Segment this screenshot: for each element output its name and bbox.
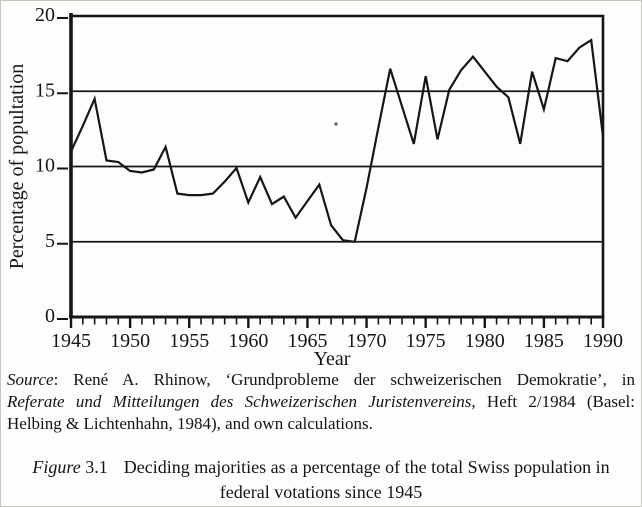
line-chart-svg — [1, 1, 642, 367]
caption-text-1: Deciding majorities as a percentage of the total Swiss population in — [123, 457, 610, 477]
y-tick-label: 10 — [35, 154, 55, 177]
source-text-2: , Heft 2/1984 (Basel: — [471, 392, 635, 411]
source-line-3: Helbing & Lichtenhahn, 1984), and own calculations. — [7, 414, 373, 433]
source-journal-title: Referate und Mitteilungen des Schweizerischen Juristenvereins — [7, 392, 472, 411]
x-tick-label: 1985 — [523, 330, 564, 352]
y-tick-label: 20 — [35, 4, 55, 26]
figure-caption — [1, 455, 641, 505]
source-line-1 — [7, 369, 635, 391]
data-line — [71, 40, 603, 242]
x-tick-label: 1950 — [110, 330, 151, 352]
x-tick-label: 1945 — [51, 330, 91, 352]
y-tick-label: 5 — [45, 229, 55, 252]
source-text-1: : René A. Rhinow, ‘Grundprobleme der schweizerischen Demokratie’, in — [53, 370, 635, 389]
y-tick-label: 15 — [35, 79, 55, 102]
y-axis-title: Percentage of popultation — [6, 63, 28, 270]
scan-speck — [334, 122, 337, 125]
figure-number: 3.1 — [85, 457, 108, 477]
x-tick-label: 1960 — [228, 330, 269, 352]
x-axis-title: Year — [313, 348, 351, 367]
source-note — [7, 369, 635, 435]
figure-word: Figure — [32, 457, 81, 477]
x-tick-label: 1975 — [405, 330, 446, 352]
x-tick-label: 1990 — [583, 330, 623, 352]
x-tick-label: 1970 — [346, 330, 387, 352]
x-tick-label: 1965 — [287, 330, 328, 352]
source-label: Source — [7, 370, 54, 389]
y-tick-label: 0 — [45, 305, 55, 327]
chart — [1, 1, 642, 367]
source-line-2 — [7, 391, 635, 413]
caption-line-2: federal votations since 1945 — [219, 482, 423, 502]
x-tick-label: 1980 — [464, 330, 505, 352]
caption-line-1 — [1, 455, 641, 480]
x-tick-label: 1955 — [169, 330, 210, 352]
